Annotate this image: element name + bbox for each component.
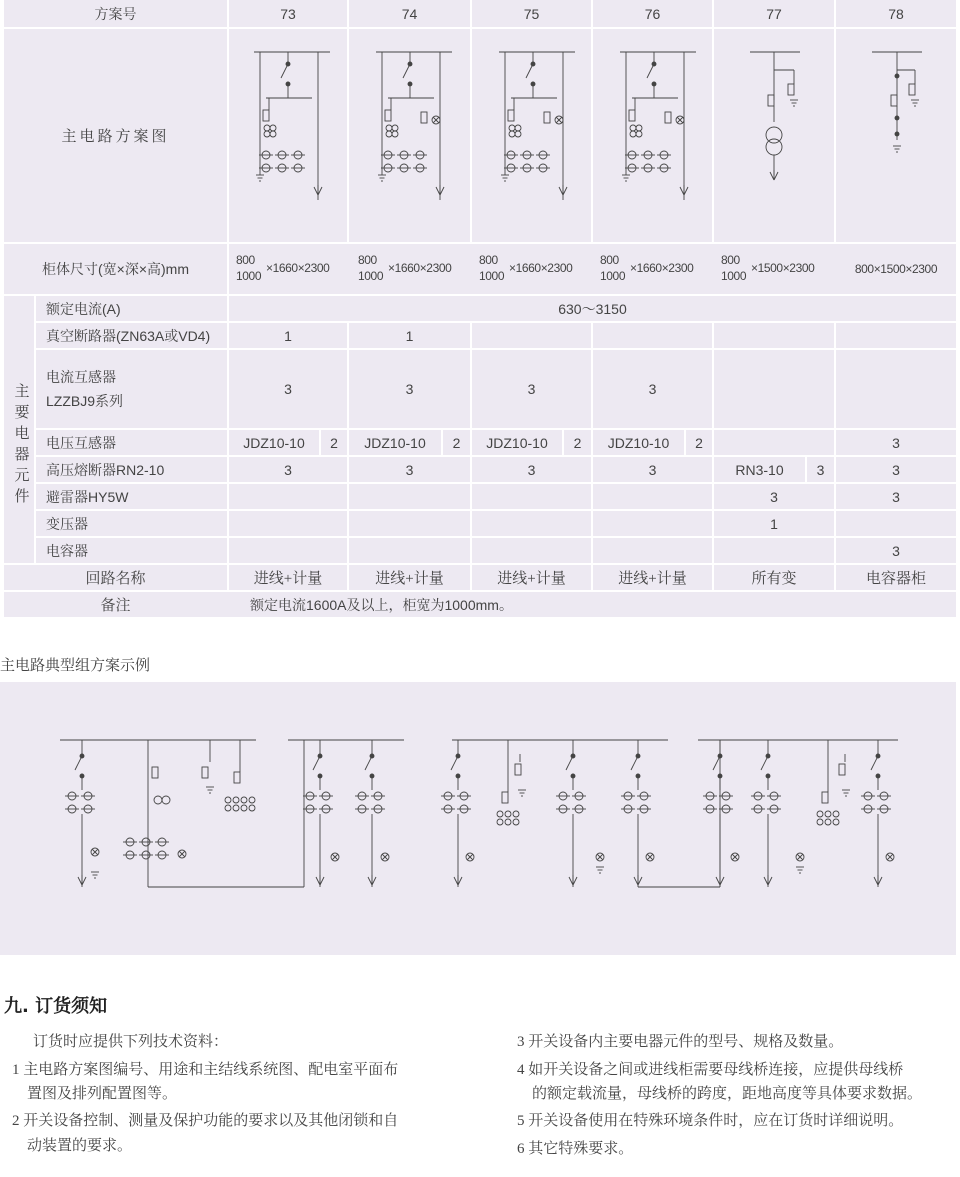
circuit-name-label: 回路名称: [85, 571, 146, 587]
size-75: 800 1000 ×1660×2300: [479, 253, 573, 283]
arrester-78: 3: [892, 488, 900, 505]
voltage-transformer-label: 电压互感器: [46, 434, 116, 451]
circuit-77: 所有变: [751, 571, 797, 587]
capacitor-label: 电容器: [46, 542, 88, 559]
main-components-label: 主 要 电 器 元 件: [14, 383, 30, 505]
remark-label: 备注: [100, 598, 131, 614]
fuse-74: 3: [405, 461, 414, 478]
current-transformer-label: 电流互感器 LZZBJ9系列: [46, 369, 124, 409]
ordering-item-3: 3 开关设备内主要电器元件的型号、规格及数量。: [517, 1034, 844, 1050]
vt-count-73: 2: [330, 434, 338, 451]
scheme-table: [4, 0, 956, 617]
circuit-73: 进线+计量: [253, 571, 323, 587]
ct-73: 3: [284, 381, 292, 397]
rated-current-value: 630～3150: [558, 300, 627, 317]
ordering-intro: 订货时应提供下列技术资料：: [33, 1034, 229, 1050]
header-scheme-no: 方案号: [94, 5, 137, 22]
main-circuit-diagrams: [4, 0, 956, 242]
ct-74: 3: [405, 381, 414, 397]
size-76: 800 1000 ×1660×2300: [600, 253, 694, 283]
vt-78: 3: [892, 434, 900, 451]
size-73: 800 1000 ×1660×2300: [236, 253, 330, 283]
scheme-75: 75: [523, 5, 540, 22]
transformer-77: 1: [770, 515, 778, 532]
ordering-item-2-line1: 2 开关设备控制、测量及保护功能的要求以及其他闭锁和自: [12, 1113, 399, 1129]
fuse-type-77: RN3-10: [735, 461, 784, 478]
capacitor-78: 3: [892, 542, 900, 559]
ordering-item-1-line2: 置图及排列配置图等。: [27, 1086, 178, 1102]
ordering-item-6: 6 其它特殊要求。: [517, 1141, 634, 1157]
vt-count-76: 2: [695, 434, 703, 451]
rated-current-label: 额定电流(A): [46, 300, 121, 317]
scheme-73: 73: [280, 5, 296, 22]
scheme-74: 74: [401, 5, 418, 22]
example-caption: 主电路典型组方案示例: [0, 658, 151, 674]
size-77: 800 1000 ×1500×2300: [721, 253, 815, 283]
fuse-73: 3: [284, 461, 292, 478]
arrester-77: 3: [770, 488, 778, 505]
fuse-label: 高压熔断器RN2-10: [46, 461, 165, 478]
vt-type-74: JDZ10-10: [364, 434, 426, 451]
scheme-78: 78: [888, 5, 904, 22]
scheme-77: 77: [766, 5, 782, 22]
vt-count-74: 2: [452, 434, 461, 451]
ordering-item-1-line1: 1 主电路方案图编号、用途和主结线系统图、配电室平面布: [12, 1062, 399, 1078]
ordering-item-2-line2: 动装置的要求。: [27, 1138, 133, 1154]
example-diagram-panel: [0, 682, 956, 955]
circuit-75: 进线+计量: [497, 571, 566, 587]
vacuum-breaker-74: 1: [405, 327, 414, 344]
ct-75: 3: [527, 381, 536, 397]
vt-type-76: JDZ10-10: [607, 434, 670, 451]
size-row-label: 柜体尺寸(宽×深×高)mm: [42, 261, 189, 277]
vt-type-73: JDZ10-10: [243, 434, 305, 451]
vt-count-75: 2: [573, 434, 582, 451]
ordering-item-4-line1: 4 如开关设备之间或进线柜需要母线桥连接，应提供母线桥: [517, 1062, 904, 1078]
vacuum-breaker-label: 真空断路器(ZN63A或VD4): [46, 327, 211, 344]
size-74: 800 1000 ×1660×2300: [358, 253, 452, 283]
vacuum-breaker-73: 1: [284, 327, 292, 344]
ordering-item-4-line2: 的额定载流量，母线桥的跨度，距地高度等具体要求数据。: [532, 1086, 923, 1102]
ordering-item-5: 5 开关设备使用在特殊环境条件时，应在订货时详细说明。: [517, 1113, 904, 1129]
fuse-76: 3: [648, 461, 657, 478]
vt-type-75: JDZ10-10: [486, 434, 548, 451]
remark-value: 额定电流1600A及以上，柜宽为1000mm。: [250, 596, 513, 613]
arrester-label: 避雷器HY5W: [46, 488, 129, 505]
ct-76: 3: [648, 381, 657, 397]
transformer-label: 变压器: [46, 515, 88, 532]
circuit-76: 进线+计量: [618, 571, 687, 587]
diagram-row-label: 主电路方案图: [61, 128, 170, 145]
fuse-78: 3: [892, 461, 900, 478]
fuse-count-77: 3: [816, 461, 825, 478]
circuit-74: 进线+计量: [375, 571, 444, 587]
circuit-78: 电容器柜: [865, 571, 926, 587]
scheme-76: 76: [644, 5, 661, 22]
fuse-75: 3: [527, 461, 536, 478]
typical-combination-diagram: [0, 682, 956, 955]
ordering-heading: 九. 订货须知: [4, 996, 108, 1017]
size-78: 800×1500×2300: [854, 262, 938, 276]
